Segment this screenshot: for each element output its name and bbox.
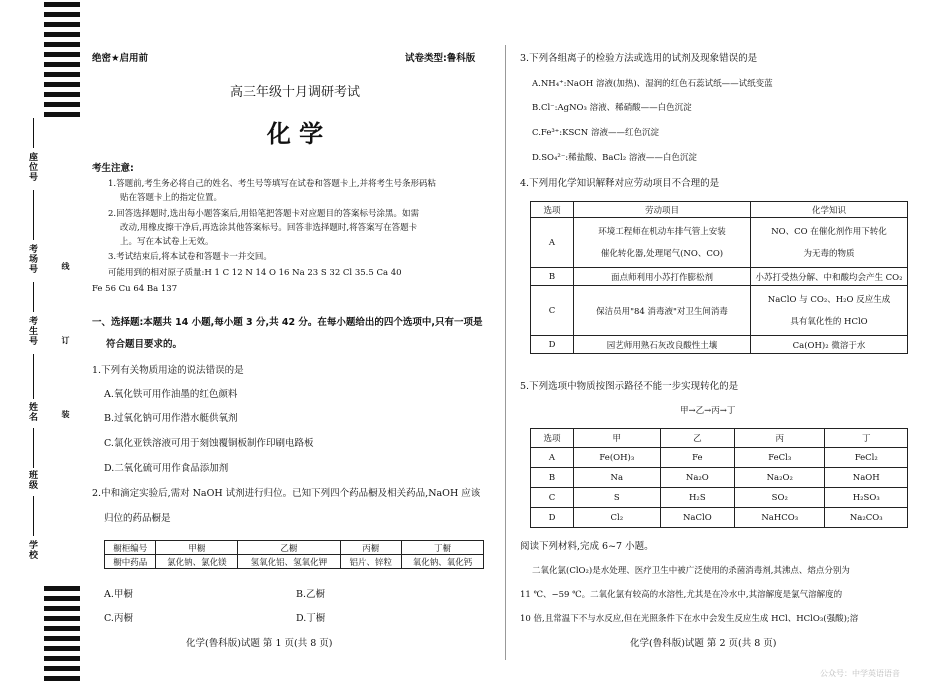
- chem-line: 具有氧化性的 HClO: [790, 316, 868, 327]
- table-cell: Na₂O: [660, 468, 734, 488]
- cut-mark-order: 订: [61, 336, 70, 345]
- q1-option-b: B.过氧化钠可用作潜水艇供氧剂: [104, 413, 238, 424]
- reading-line-2: 11 ℃、−59 ℃。二氧化氯有较高的水溶性,尤其是在冷水中,其溶解度是氯气溶解度的: [520, 590, 843, 600]
- q2-option-d: D.丁橱: [296, 613, 326, 624]
- q5-stem: 5.下列选项中物质按图示路径不能一步实现转化的是: [520, 381, 739, 392]
- work-line: 催化转化器,处理尾气(NO、CO): [600, 248, 724, 259]
- table-cell: Fe: [660, 448, 734, 468]
- table-header: 化学知识: [751, 202, 908, 218]
- reading-line-1: 二氧化氯(ClO₂)是水处理、医疗卫生中被广泛使用的杀菌消毒剂,其沸点、熔点分别为: [532, 566, 850, 576]
- table-cell: 铝片、锌粒: [340, 555, 402, 569]
- notice-line-5: 上。写在本试卷上无效。: [120, 237, 214, 247]
- table-header: 乙: [660, 429, 734, 448]
- exam-no-label: 考生号: [27, 316, 37, 346]
- q2-option-a: A.甲橱: [104, 589, 133, 600]
- table-cell: NaOH: [825, 468, 908, 488]
- table-cell: H₂SO₃: [825, 488, 908, 508]
- reading-intro: 阅读下列材料,完成 6~7 小题。: [520, 541, 654, 552]
- q3-option-a: A.NH₄⁺:NaOH 溶液(加热)、湿润的红色石蕊试纸——试纸变蓝: [532, 79, 773, 89]
- table-cell: 小苏打受热分解、中和酸均会产生 CO₂: [751, 268, 908, 286]
- table-cell: 丁橱: [402, 541, 484, 555]
- table-cell: C: [531, 286, 574, 336]
- q1-stem: 1.下列有关物质用途的说法错误的是: [92, 365, 244, 376]
- table-cell: S: [574, 488, 661, 508]
- table-cell: D: [531, 508, 574, 528]
- table-row: [531, 286, 908, 336]
- table-cell: C: [531, 488, 574, 508]
- table-cell: 甲橱: [156, 541, 238, 555]
- table-cell: 丙橱: [340, 541, 402, 555]
- table-row: [531, 508, 908, 528]
- q2-cabinet-table: [104, 540, 484, 569]
- table-cell: A: [531, 448, 574, 468]
- table-cell: 面点师利用小苏打作膨松剂: [574, 268, 751, 286]
- table-cell: 乙橱: [238, 541, 340, 555]
- table-header: 选项: [531, 429, 574, 448]
- cut-mark-line: 线: [61, 262, 70, 271]
- atomic-masses-2: Fe 56 Cu 64 Ba 137: [92, 284, 178, 294]
- table-cell: NaHCO₃: [735, 508, 825, 528]
- paper-type-label: 试卷类型:鲁科版: [405, 53, 476, 64]
- table-cell: Ca(OH)₂ 微溶于水: [751, 336, 908, 354]
- table-cell: Na: [574, 468, 661, 488]
- section1-heading-2: 符合题目要求的。: [106, 339, 183, 350]
- school-label: 学校: [27, 540, 37, 560]
- section1-heading: 一、选择题:本题共 14 小题,每小题 3 分,共 42 分。在每小题给出的四个选项中,只有一项是: [92, 317, 483, 328]
- q2-stem-1: 2.中和滴定实验后,需对 NaOH 试剂进行归位。已知下列四个药品橱及相关药品,NaOH 应该: [92, 488, 481, 499]
- q3-option-b: B.Cl⁻:AgNO₃ 溶液、稀硝酸——白色沉淀: [532, 103, 692, 113]
- table-header: 选项: [531, 202, 574, 218]
- q2-stem-2: 归位的药品橱是: [104, 513, 171, 524]
- table-cell: B: [531, 268, 574, 286]
- q3-stem: 3.下列各组离子的检验方法或选用的试剂及现象错误的是: [520, 53, 758, 64]
- table-row: [105, 555, 484, 569]
- table-row: [531, 268, 908, 286]
- name-label: 姓名: [27, 402, 37, 422]
- table-header: 甲: [574, 429, 661, 448]
- q3-option-c: C.Fe³⁺:KSCN 溶液——红色沉淀: [532, 128, 659, 138]
- exam-title: 高三年级十月调研考试: [229, 85, 360, 100]
- table-cell: NaClO: [660, 508, 734, 528]
- table-cell: H₂S: [660, 488, 734, 508]
- table-cell: 氢氧化铝、氢氧化钾: [238, 555, 340, 569]
- table-header: 劳动项目: [574, 202, 751, 218]
- q2-option-b: B.乙橱: [296, 589, 326, 600]
- table-cell: Na₂CO₃: [825, 508, 908, 528]
- table-cell: [751, 218, 908, 268]
- notice-line-6: 3.考试结束后,将本试卷和答题卡一并交回。: [108, 252, 272, 262]
- table-cell: Cl₂: [574, 508, 661, 528]
- secret-label: 绝密★启用前: [92, 53, 149, 64]
- q3-option-d: D.SO₄²⁻:稀盐酸、BaCl₂ 溶液——白色沉淀: [532, 153, 697, 163]
- table-row: [105, 541, 484, 555]
- chem-line: 为无毒的物质: [803, 248, 855, 259]
- seat-label: 座位号: [27, 152, 37, 182]
- table-row: [531, 468, 908, 488]
- table-header: 丁: [825, 429, 908, 448]
- page2-footer: 化学(鲁科版)试题 第 2 页(共 8 页): [630, 638, 777, 649]
- table-cell: D: [531, 336, 574, 354]
- notice-line-3: 2.回答选择题时,选出每小题答案后,用铅笔把答题卡对应题目的答案标号涂黑。如需: [108, 209, 420, 219]
- table-row: [531, 336, 908, 354]
- table-header: 丙: [735, 429, 825, 448]
- table-cell: 橱柜编号: [105, 541, 156, 555]
- table-cell: 园艺师用熟石灰改良酸性土壤: [574, 336, 751, 354]
- q1-option-d: D.二氧化硫可用作食品添加剂: [104, 463, 229, 474]
- table-cell: B: [531, 468, 574, 488]
- table-row: [531, 202, 908, 218]
- notice-line-2: 贴在答题卡上的指定位置。: [120, 193, 223, 203]
- table-cell: 橱中药品: [105, 555, 156, 569]
- notice-title: 考生注意:: [92, 163, 134, 174]
- q4-table: [530, 201, 908, 354]
- table-row: [531, 218, 908, 268]
- table-cell: FeCl₂: [825, 448, 908, 468]
- exam-room-label: 考场号: [27, 244, 37, 274]
- table-cell: Na₂O₂: [735, 468, 825, 488]
- table-cell: 氧化钠、氧化钙: [402, 555, 484, 569]
- q5-path: 甲→乙→丙→丁: [680, 406, 736, 416]
- cut-mark-bind: 装: [61, 410, 70, 419]
- q4-stem: 4.下列用化学知识解释对应劳动项目不合理的是: [520, 178, 720, 189]
- chem-line: NaClO 与 CO₂、H₂O 反应生成: [767, 294, 891, 305]
- q1-option-a: A.氧化铁可用作油墨的红色颜料: [104, 389, 238, 400]
- class-label: 班级: [27, 470, 37, 490]
- q5-table: [530, 428, 908, 528]
- table-cell: 氯化钠、氯化镁: [156, 555, 238, 569]
- work-line: 环境工程师在机动车排气管上安装: [598, 226, 726, 237]
- table-cell: A: [531, 218, 574, 268]
- table-cell: Fe(OH)₃: [574, 448, 661, 468]
- table-row: [531, 429, 908, 448]
- table-cell: 保洁员用"84 消毒液"对卫生间消毒: [574, 286, 751, 336]
- notice-line-1: 1.答题前,考生务必将自己的姓名、考生号等填写在试卷和答题卡上,并将考生号条形码粘: [108, 179, 437, 189]
- atomic-masses-1: 可能用到的相对原子质量:H 1 C 12 N 14 O 16 Na 23 S 32 Cl 35.5 Ca 40: [108, 268, 402, 278]
- chem-line: NO、CO 在催化剂作用下转化: [771, 226, 887, 237]
- notice-line-4: 改动,用橡皮擦干净后,再选涂其他答案标号。回答非选择题时,将答案写在答题卡: [120, 223, 418, 233]
- q1-option-c: C.氯化亚铁溶液可用于刻蚀覆铜板制作印刷电路板: [104, 438, 314, 449]
- page1-footer: 化学(鲁科版)试题 第 1 页(共 8 页): [186, 638, 333, 649]
- table-cell: [751, 286, 908, 336]
- watermark-text: 公众号：中学英语语音: [820, 669, 900, 678]
- reading-line-3: 10 倍,且常温下不与水反应,但在光照条件下在水中会发生反应生成 HCl、HClO₃(强酸);溶: [520, 614, 859, 624]
- q2-option-c: C.丙橱: [104, 613, 133, 624]
- table-row: [531, 448, 908, 468]
- binding-strip: [0, 0, 80, 688]
- table-cell: SO₂: [735, 488, 825, 508]
- table-cell: [574, 218, 751, 268]
- table-row: [531, 488, 908, 508]
- subject-title: 化 学: [266, 120, 324, 148]
- table-cell: FeCl₃: [735, 448, 825, 468]
